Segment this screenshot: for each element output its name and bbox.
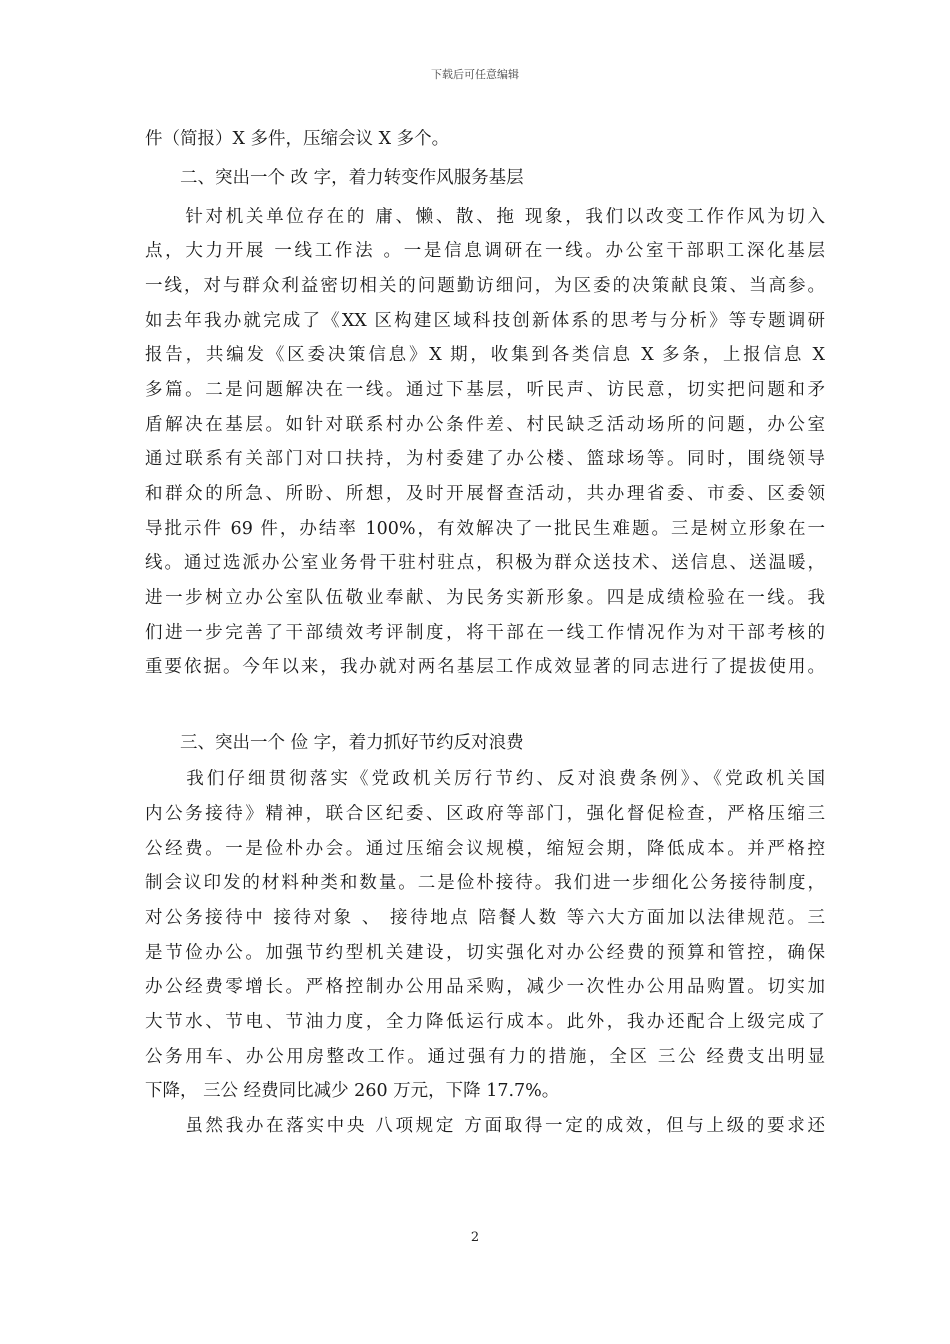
text-line: 通过联系有关部门对口扶持，为村委建了办公楼、篮球场等。同时，围绕领导 bbox=[145, 449, 825, 469]
text-line: 多篇。二是问题解决在一线。通过下基层，听民声、访民意，切实把问题和矛 bbox=[145, 380, 825, 400]
text-line: 导批示件 69 件，办结率 100%，有效解决了一批民生难题。三是树立形象在一 bbox=[145, 519, 825, 539]
text-line: 下降， 三公 经费同比减少 260 万元，下降 17.7%。 bbox=[145, 1081, 560, 1101]
text-line: 一线，对与群众利益密切相关的问题勤访细问，为区委的决策献良策、当高参。 bbox=[145, 276, 825, 296]
text-line: 公务用车、办公用房整改工作。通过强有力的措施，全区 三公 经费支出明显 bbox=[145, 1047, 825, 1067]
text-line: 大节水、节电、节油力度，全力降低运行成本。此外，我办还配合上级完成了 bbox=[145, 1012, 825, 1032]
text-line: 办公经费零增长。严格控制办公用品采购，减少一次性办公用品购置。切实加 bbox=[145, 977, 825, 997]
text-line: 重要依据。今年以来，我办就对两名基层工作成效显著的同志进行了提拔使用。 bbox=[145, 657, 825, 677]
section-heading: 二、突出一个 改 字，着力转变作风服务基层 bbox=[145, 168, 524, 188]
text-line: 件（简报）X 多件，压缩会议 X 多个。 bbox=[145, 129, 450, 149]
text-line: 进一步树立办公室队伍敬业奉献、为民务实新形象。四是成绩检验在一线。我 bbox=[145, 588, 825, 608]
section-heading: 三、突出一个 俭 字，着力抓好节约反对浪费 bbox=[145, 733, 524, 753]
text-line: 线。通过选派办公室业务骨干驻村驻点，积极为群众送技术、送信息、送温暖， bbox=[145, 553, 825, 573]
text-line: 公经费。一是俭朴办会。通过压缩会议规模，缩短会期，降低成本。并严格控 bbox=[145, 839, 825, 859]
text-line: 和群众的所急、所盼、所想，及时开展督查活动，共办理省委、市委、区委领 bbox=[145, 484, 825, 504]
text-line: 点，大力开展 一线工作法 。一是信息调研在一线。办公室干部职工深化基层 bbox=[145, 241, 825, 261]
page-header: 下载后可任意编辑 bbox=[431, 68, 519, 81]
text-line: 报告，共编发《区委决策信息》X 期，收集到各类信息 X 多条，上报信息 X bbox=[145, 345, 825, 365]
text-line: 针对机关单位存在的 庸、懒、散、拖 现象，我们以改变工作作风为切入 bbox=[145, 207, 825, 227]
text-line: 盾解决在基层。如针对联系村办公条件差、村民缺乏活动场所的问题，办公室 bbox=[145, 415, 825, 435]
text-line: 我们仔细贯彻落实《党政机关厉行节约、反对浪费条例》、《党政机关国 bbox=[145, 769, 825, 789]
page-number: 2 bbox=[470, 1230, 480, 1245]
text-line: 虽然我办在落实中央 八项规定 方面取得一定的成效，但与上级的要求还 bbox=[145, 1116, 825, 1136]
text-line: 对公务接待中 接待对象 、 接待地点 陪餐人数 等六大方面加以法律规范。三 bbox=[145, 908, 825, 928]
text-line: 们进一步完善了干部绩效考评制度，将干部在一线工作情况作为对干部考核的 bbox=[145, 623, 825, 643]
text-line: 制会议印发的材料种类和数量。二是俭朴接待。我们进一步细化公务接待制度， bbox=[145, 873, 825, 893]
text-line: 如去年我办就完成了《XX 区构建区域科技创新体系的思考与分析》等专题调研 bbox=[145, 311, 825, 331]
text-line: 是节俭办公。加强节约型机关建设，切实强化对办公经费的预算和管控，确保 bbox=[145, 943, 825, 963]
text-line: 内公务接待》精神，联合区纪委、区政府等部门，强化督促检查，严格压缩三 bbox=[145, 804, 825, 824]
